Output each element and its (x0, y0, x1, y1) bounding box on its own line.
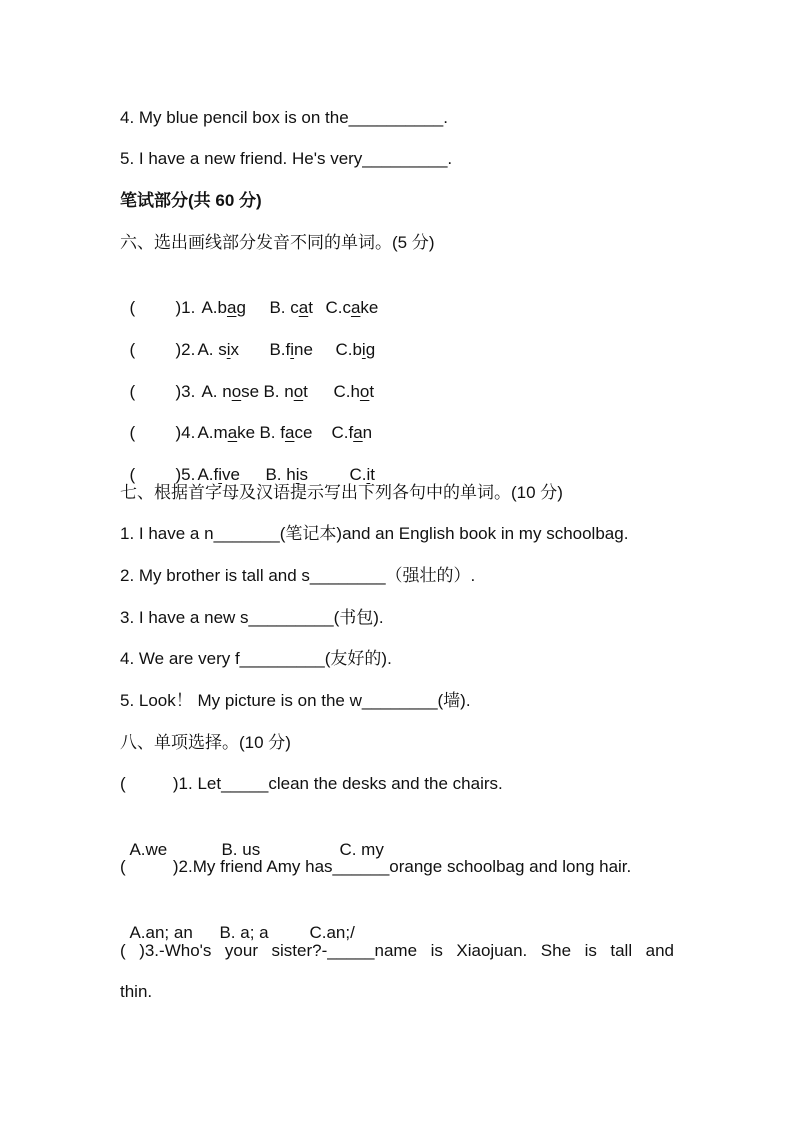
item-number: )1. (175, 298, 196, 317)
option-c: C.big (335, 340, 376, 359)
section-8-heading: 八、单项选择。(10 分) (120, 733, 291, 752)
option-a: A.make (197, 423, 256, 442)
item-number: )2. (175, 340, 196, 359)
s8-question-2-options (120, 897, 355, 945)
answer-paren[interactable]: ( (129, 382, 136, 401)
question-4: 4. My blue pencil box is on the__________. (120, 108, 448, 127)
s6-item-2 (120, 314, 375, 362)
s6-item-1 (120, 272, 378, 320)
s8-question-2: ( )2.My friend Amy has______orange schoolbag and long hair. (120, 857, 632, 876)
option-a: A.five (197, 465, 240, 484)
option-c: C.cake (325, 298, 379, 317)
option-b: B. face (259, 423, 313, 442)
answer-paren[interactable]: ( (129, 465, 136, 484)
s7-item-4: 4. We are very f_________(友好的). (120, 649, 392, 668)
s8-question-1: ( )1. Let_____clean the desks and the chairs. (120, 774, 503, 793)
s7-item-2: 2. My brother is tall and s________（强壮的）. (120, 566, 476, 585)
s8-question-3-continuation: thin. (120, 982, 153, 1001)
option-b: B. us (221, 840, 261, 859)
written-section-heading: 笔试部分(共 60 分) (120, 191, 262, 210)
option-a: A.an; an (129, 923, 193, 942)
option-b: B. his (265, 465, 308, 484)
answer-paren[interactable]: ( (129, 423, 136, 442)
answer-paren[interactable]: ( (129, 298, 136, 317)
s8-question-3: ( )3.-Who's your sister?-_____name is Xiaojuan. She is tall and (120, 941, 674, 960)
s7-item-5: 5. Look！ My picture is on the w________(墙). (120, 691, 471, 710)
option-a: A. nose (201, 382, 260, 401)
answer-paren[interactable]: ( (129, 340, 136, 359)
item-number: )3. (175, 382, 196, 401)
section-7-heading: 七、根据首字母及汉语提示写出下列各句中的单词。(10 分) (120, 483, 563, 502)
section-6-heading: 六、选出画线部分发音不同的单词。(5 分) (120, 233, 435, 252)
option-b: B. a; a (219, 923, 269, 942)
item-number: )4. (175, 423, 196, 442)
question-5: 5. I have a new friend. He's very_________. (120, 149, 453, 168)
item-number: )5. (175, 465, 196, 484)
option-a: A.we (129, 840, 168, 859)
option-c: C.hot (333, 382, 375, 401)
option-b: B. not (263, 382, 308, 401)
option-a: A. six (197, 340, 240, 359)
s6-item-4 (120, 397, 372, 445)
option-c: C.it (349, 465, 375, 484)
option-a: A.bag (201, 298, 246, 317)
s7-item-1: 1. I have a n_______(笔记本)and an English book in my schoolbag. (120, 524, 629, 543)
option-c: C.fan (331, 423, 373, 442)
option-c: C.an;/ (309, 923, 355, 942)
s6-item-5 (120, 439, 375, 487)
option-b: B.fine (269, 340, 313, 359)
s7-item-3: 3. I have a new s_________(书包). (120, 608, 384, 627)
option-c: C. my (339, 840, 384, 859)
option-b: B. cat (269, 298, 313, 317)
